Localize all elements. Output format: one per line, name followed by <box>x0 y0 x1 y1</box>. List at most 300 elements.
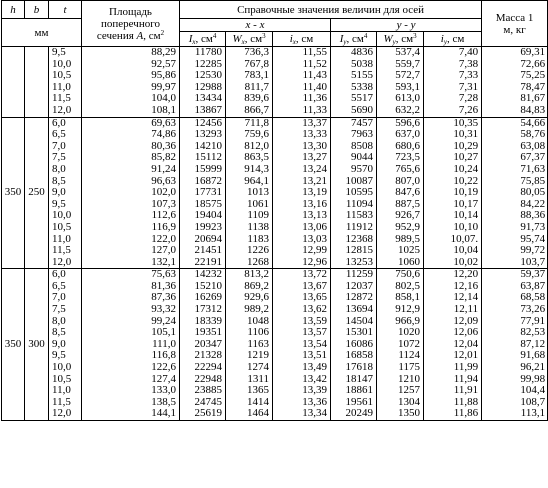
cell-area: 104,0 <box>82 93 180 105</box>
cell-iy: 16858 <box>331 350 377 362</box>
cell-rx: 12,96 <box>273 257 331 269</box>
cell-ix: 14232 <box>180 269 226 281</box>
cell-h: 350 <box>2 269 25 421</box>
cell-ry: 10,04 <box>424 245 482 257</box>
cell-wy: 1020 <box>377 327 424 339</box>
cell-iy: 10087 <box>331 176 377 188</box>
table-row <box>2 164 548 176</box>
cell-mass: 81,67 <box>482 93 548 105</box>
cell-ry: 10,31 <box>424 129 482 141</box>
cell-thickness: 9,5 <box>49 350 82 362</box>
cell-mass: 75,85 <box>482 176 548 188</box>
table-row <box>2 408 548 420</box>
profile-table <box>1 0 548 421</box>
cell-iy: 20249 <box>331 408 377 420</box>
cell-wy: 858,1 <box>377 292 424 304</box>
cell-ix: 20347 <box>180 339 226 351</box>
cell-rx: 13,37 <box>273 117 331 129</box>
header-h: h <box>2 1 25 19</box>
cell-ry: 12,04 <box>424 339 482 351</box>
header-iy-inertia: $I_y$, $см^4$ <box>331 32 377 47</box>
header-units-mm: мм <box>2 19 82 47</box>
cell-ry: 10,29 <box>424 141 482 153</box>
cell-thickness: 11,5 <box>49 245 82 257</box>
table-row <box>2 245 548 257</box>
cell-mass: 108,7 <box>482 397 548 409</box>
cell-area: 74,86 <box>82 129 180 141</box>
cell-ix: 12530 <box>180 70 226 82</box>
cell-area: 108,1 <box>82 105 180 117</box>
cell-b: 250 <box>25 117 49 269</box>
cell-wy: 1210 <box>377 374 424 386</box>
cell-ry: 10,19 <box>424 187 482 199</box>
cell-wx: 1226 <box>226 245 273 257</box>
cell-wx: 929,6 <box>226 292 273 304</box>
cell-wx: 812,0 <box>226 141 273 153</box>
cell-wx: 1464 <box>226 408 273 420</box>
header-t: t <box>49 1 82 19</box>
cell-thickness: 7,0 <box>49 292 82 304</box>
cell-thickness: 6,5 <box>49 281 82 293</box>
cell-thickness: 7,5 <box>49 152 82 164</box>
cell-rx: 13,36 <box>273 397 331 409</box>
cell-wx: 839,6 <box>226 93 273 105</box>
cell-area: 91,24 <box>82 164 180 176</box>
cell-thickness: 7,0 <box>49 141 82 153</box>
cell-iy: 19561 <box>331 397 377 409</box>
cell-ry: 7,33 <box>424 70 482 82</box>
cell-wy: 637,0 <box>377 129 424 141</box>
table-row <box>2 257 548 269</box>
cell-rx: 13,24 <box>273 164 331 176</box>
cell-area: 127,4 <box>82 374 180 386</box>
cell-mass: 80,05 <box>482 187 548 199</box>
cell-thickness: 11,0 <box>49 234 82 246</box>
cell-mass: 59,37 <box>482 269 548 281</box>
cell-ry: 10,27 <box>424 152 482 164</box>
cell-thickness: 12,0 <box>49 105 82 117</box>
cell-wy: 572,7 <box>377 70 424 82</box>
cell-b: 300 <box>25 269 49 421</box>
cell-wx: 1109 <box>226 210 273 222</box>
cell-iy: 15301 <box>331 327 377 339</box>
header-area: Площадь поперечного сечения A, $см^2$ <box>82 1 180 47</box>
cell-ix: 18339 <box>180 316 226 328</box>
cell-mass: 113,1 <box>482 408 548 420</box>
cell-ry: 7,26 <box>424 105 482 117</box>
cell-ix: 13293 <box>180 129 226 141</box>
cell-ix: 18575 <box>180 199 226 211</box>
cell-area: 144,1 <box>82 408 180 420</box>
cell-thickness: 10,0 <box>49 362 82 374</box>
cell-thickness: 9,5 <box>49 47 82 59</box>
cell-rx: 13,72 <box>273 269 331 281</box>
cell-area: 122,6 <box>82 362 180 374</box>
header-ix-modulus: $W_x$, $см^3$ <box>226 32 273 47</box>
cell-iy: 11912 <box>331 222 377 234</box>
cell-thickness: 10,0 <box>49 59 82 71</box>
header-iy-modulus: $W_y$, $см^3$ <box>377 32 424 47</box>
cell-ry: 11,86 <box>424 408 482 420</box>
cell-thickness: 10,5 <box>49 222 82 234</box>
cell-ix: 17731 <box>180 187 226 199</box>
cell-ry: 10,24 <box>424 164 482 176</box>
cell-thickness: 9,5 <box>49 199 82 211</box>
cell-area: 111,0 <box>82 339 180 351</box>
cell-rx: 13,62 <box>273 304 331 316</box>
cell-mass: 99,98 <box>482 374 548 386</box>
cell-rx: 13,57 <box>273 327 331 339</box>
cell-rx: 13,51 <box>273 350 331 362</box>
cell-iy: 13253 <box>331 257 377 269</box>
cell-h: 350 <box>2 117 25 269</box>
cell-ry: 11,88 <box>424 397 482 409</box>
cell-area: 102,0 <box>82 187 180 199</box>
cell-rx: 13,21 <box>273 176 331 188</box>
cell-rx: 13,27 <box>273 152 331 164</box>
cell-wy: 1175 <box>377 362 424 374</box>
cell-mass: 72,66 <box>482 59 548 71</box>
cell-wx: 783,1 <box>226 70 273 82</box>
cell-area: 81,36 <box>82 281 180 293</box>
cell-thickness: 10,0 <box>49 210 82 222</box>
cell-iy: 18147 <box>331 374 377 386</box>
cell-iy: 4836 <box>331 47 377 59</box>
cell-thickness: 8,5 <box>49 176 82 188</box>
cell-ry: 7,40 <box>424 47 482 59</box>
cell-iy: 11094 <box>331 199 377 211</box>
cell-ix: 25619 <box>180 408 226 420</box>
cell-wx: 1365 <box>226 385 273 397</box>
cell-area: 127,0 <box>82 245 180 257</box>
table-row <box>2 304 548 316</box>
cell-rx: 13,34 <box>273 408 331 420</box>
cell-mass: 91,68 <box>482 350 548 362</box>
cell-ry: 7,28 <box>424 93 482 105</box>
cell-ry: 12,01 <box>424 350 482 362</box>
cell-wx: 866,7 <box>226 105 273 117</box>
cell-wx: 869,2 <box>226 281 273 293</box>
cell-area: 96,63 <box>82 176 180 188</box>
cell-iy: 7963 <box>331 129 377 141</box>
cell-iy: 17618 <box>331 362 377 374</box>
cell-ix: 20694 <box>180 234 226 246</box>
cell-thickness: 8,5 <box>49 327 82 339</box>
cell-wx: 1061 <box>226 199 273 211</box>
cell-mass: 82,53 <box>482 327 548 339</box>
cell-ry: 7,31 <box>424 82 482 94</box>
cell-wx: 1183 <box>226 234 273 246</box>
cell-wx: 1048 <box>226 316 273 328</box>
header-mass: Масса 1 м, кг <box>482 1 548 47</box>
cell-ix: 15999 <box>180 164 226 176</box>
header-iy-radius: $i_y$, см <box>424 32 482 47</box>
cell-thickness: 8,0 <box>49 164 82 176</box>
cell-wy: 1124 <box>377 350 424 362</box>
cell-mass: 91,73 <box>482 222 548 234</box>
cell-area: 99,97 <box>82 82 180 94</box>
cell-mass: 68,58 <box>482 292 548 304</box>
cell-wy: 1025 <box>377 245 424 257</box>
cell-rx: 13,13 <box>273 210 331 222</box>
cell-thickness: 9,0 <box>49 339 82 351</box>
cell-area: 138,5 <box>82 397 180 409</box>
cell-thickness: 11,0 <box>49 385 82 397</box>
cell-mass: 63,87 <box>482 281 548 293</box>
cell-wx: 736,3 <box>226 47 273 59</box>
cell-iy: 11259 <box>331 269 377 281</box>
cell-iy: 7457 <box>331 117 377 129</box>
cell-wy: 952,9 <box>377 222 424 234</box>
cell-mass: 54,66 <box>482 117 548 129</box>
cell-b <box>25 47 49 118</box>
cell-rx: 13,30 <box>273 141 331 153</box>
cell-mass: 104,4 <box>482 385 548 397</box>
cell-iy: 5038 <box>331 59 377 71</box>
cell-thickness: 7,5 <box>49 304 82 316</box>
cell-ix: 14210 <box>180 141 226 153</box>
table-row <box>2 47 548 59</box>
cell-wy: 847,6 <box>377 187 424 199</box>
cell-area: 85,82 <box>82 152 180 164</box>
cell-ix: 19351 <box>180 327 226 339</box>
cell-wy: 723,5 <box>377 152 424 164</box>
cell-ry: 12,16 <box>424 281 482 293</box>
table-row <box>2 222 548 234</box>
cell-iy: 10595 <box>331 187 377 199</box>
cell-rx: 11,33 <box>273 105 331 117</box>
cell-area: 122,0 <box>82 234 180 246</box>
cell-ry: 11,94 <box>424 374 482 386</box>
cell-ix: 22294 <box>180 362 226 374</box>
cell-area: 116,8 <box>82 350 180 362</box>
cell-wx: 1274 <box>226 362 273 374</box>
cell-wx: 813,2 <box>226 269 273 281</box>
cell-ix: 16872 <box>180 176 226 188</box>
header-ix-radius: $i_x$, см <box>273 32 331 47</box>
cell-area: 95,86 <box>82 70 180 82</box>
cell-wx: 1106 <box>226 327 273 339</box>
header-reference-values: Справочные значения величин для осей <box>180 1 482 19</box>
cell-wy: 887,5 <box>377 199 424 211</box>
cell-wy: 613,0 <box>377 93 424 105</box>
cell-wy: 537,4 <box>377 47 424 59</box>
cell-rx: 13,03 <box>273 234 331 246</box>
cell-rx: 12,99 <box>273 245 331 257</box>
cell-area: 87,36 <box>82 292 180 304</box>
cell-ix: 17312 <box>180 304 226 316</box>
cell-wy: 802,5 <box>377 281 424 293</box>
cell-ix: 15112 <box>180 152 226 164</box>
cell-mass: 87,12 <box>482 339 548 351</box>
cell-area: 88,29 <box>82 47 180 59</box>
cell-mass: 75,25 <box>482 70 548 82</box>
cell-thickness: 12,0 <box>49 408 82 420</box>
cell-ix: 12285 <box>180 59 226 71</box>
cell-mass: 95,74 <box>482 234 548 246</box>
cell-wx: 964,1 <box>226 176 273 188</box>
cell-wx: 767,8 <box>226 59 273 71</box>
cell-ix: 19404 <box>180 210 226 222</box>
cell-iy: 12368 <box>331 234 377 246</box>
cell-ry: 11,99 <box>424 362 482 374</box>
cell-iy: 12872 <box>331 292 377 304</box>
cell-wx: 1311 <box>226 374 273 386</box>
cell-mass: 58,76 <box>482 129 548 141</box>
cell-mass: 73,26 <box>482 304 548 316</box>
cell-wy: 966,9 <box>377 316 424 328</box>
cell-ry: 10,10 <box>424 222 482 234</box>
cell-wy: 680,6 <box>377 141 424 153</box>
cell-area: 132,1 <box>82 257 180 269</box>
cell-iy: 5338 <box>331 82 377 94</box>
cell-wx: 1138 <box>226 222 273 234</box>
cell-rx: 13,19 <box>273 187 331 199</box>
cell-rx: 11,52 <box>273 59 331 71</box>
cell-area: 133,0 <box>82 385 180 397</box>
cell-mass: 84,83 <box>482 105 548 117</box>
cell-thickness: 12,0 <box>49 257 82 269</box>
cell-area: 80,36 <box>82 141 180 153</box>
cell-wy: 559,7 <box>377 59 424 71</box>
cell-thickness: 11,5 <box>49 93 82 105</box>
cell-ix: 22948 <box>180 374 226 386</box>
cell-area: 107,3 <box>82 199 180 211</box>
cell-rx: 13,67 <box>273 281 331 293</box>
cell-area: 112,6 <box>82 210 180 222</box>
cell-wy: 750,6 <box>377 269 424 281</box>
cell-ry: 12,11 <box>424 304 482 316</box>
cell-ry: 10,22 <box>424 176 482 188</box>
cell-rx: 13,65 <box>273 292 331 304</box>
cell-h <box>2 47 25 118</box>
cell-ix: 21451 <box>180 245 226 257</box>
header-b: b <box>25 1 49 19</box>
cell-thickness: 10,5 <box>49 374 82 386</box>
cell-ix: 15210 <box>180 281 226 293</box>
cell-wy: 1257 <box>377 385 424 397</box>
cell-area: 75,63 <box>82 269 180 281</box>
cell-ix: 13434 <box>180 93 226 105</box>
table-row <box>2 362 548 374</box>
cell-area: 69,63 <box>82 117 180 129</box>
cell-ry: 10,35 <box>424 117 482 129</box>
cell-rx: 11,36 <box>273 93 331 105</box>
cell-wx: 863,5 <box>226 152 273 164</box>
cell-iy: 13694 <box>331 304 377 316</box>
cell-wy: 596,6 <box>377 117 424 129</box>
cell-mass: 84,22 <box>482 199 548 211</box>
cell-thickness: 9,0 <box>49 187 82 199</box>
cell-thickness: 11,0 <box>49 82 82 94</box>
cell-ix: 22191 <box>180 257 226 269</box>
cell-iy: 5690 <box>331 105 377 117</box>
cell-ry: 12,14 <box>424 292 482 304</box>
header-ix-inertia: $I_x$, $см^4$ <box>180 32 226 47</box>
cell-iy: 12037 <box>331 281 377 293</box>
cell-rx: 13,16 <box>273 199 331 211</box>
cell-wy: 1350 <box>377 408 424 420</box>
table-row <box>2 129 548 141</box>
cell-mass: 78,47 <box>482 82 548 94</box>
cell-iy: 14504 <box>331 316 377 328</box>
cell-rx: 11,40 <box>273 82 331 94</box>
cell-ry: 10,17 <box>424 199 482 211</box>
cell-ry: 10,02 <box>424 257 482 269</box>
cell-mass: 67,37 <box>482 152 548 164</box>
cell-ry: 11,91 <box>424 385 482 397</box>
cell-iy: 9570 <box>331 164 377 176</box>
cell-ix: 13867 <box>180 105 226 117</box>
cell-mass: 77,91 <box>482 316 548 328</box>
cell-wx: 1163 <box>226 339 273 351</box>
cell-wx: 989,2 <box>226 304 273 316</box>
cell-mass: 71,63 <box>482 164 548 176</box>
cell-wy: 1060 <box>377 257 424 269</box>
cell-wy: 926,7 <box>377 210 424 222</box>
cell-area: 92,57 <box>82 59 180 71</box>
cell-wy: 807,0 <box>377 176 424 188</box>
cell-ix: 23885 <box>180 385 226 397</box>
cell-wy: 1304 <box>377 397 424 409</box>
cell-wx: 1268 <box>226 257 273 269</box>
cell-mass: 63,08 <box>482 141 548 153</box>
cell-mass: 88,36 <box>482 210 548 222</box>
cell-mass: 69,31 <box>482 47 548 59</box>
cell-mass: 96,21 <box>482 362 548 374</box>
cell-iy: 9044 <box>331 152 377 164</box>
cell-wx: 914,3 <box>226 164 273 176</box>
cell-ix: 12456 <box>180 117 226 129</box>
cell-wy: 989,5 <box>377 234 424 246</box>
header-axis-yy: y - y <box>331 19 482 32</box>
cell-ix: 24745 <box>180 397 226 409</box>
cell-thickness: 6,5 <box>49 129 82 141</box>
cell-ry: 12,20 <box>424 269 482 281</box>
cell-thickness: 10,5 <box>49 70 82 82</box>
cell-ry: 10,07. <box>424 234 482 246</box>
cell-iy: 11583 <box>331 210 377 222</box>
cell-wy: 765,6 <box>377 164 424 176</box>
cell-thickness: 8,0 <box>49 316 82 328</box>
cell-ix: 19923 <box>180 222 226 234</box>
cell-area: 93,32 <box>82 304 180 316</box>
cell-wx: 811,7 <box>226 82 273 94</box>
cell-wx: 1414 <box>226 397 273 409</box>
cell-rx: 13,49 <box>273 362 331 374</box>
cell-rx: 13,42 <box>273 374 331 386</box>
cell-rx: 13,06 <box>273 222 331 234</box>
cell-area: 105,1 <box>82 327 180 339</box>
cell-rx: 13,54 <box>273 339 331 351</box>
cell-ix: 16269 <box>180 292 226 304</box>
table-row <box>2 105 548 117</box>
cell-wy: 912,9 <box>377 304 424 316</box>
cell-wx: 711,8 <box>226 117 273 129</box>
cell-ry: 7,38 <box>424 59 482 71</box>
cell-wx: 759,6 <box>226 129 273 141</box>
cell-ix: 11780 <box>180 47 226 59</box>
cell-ix: 21328 <box>180 350 226 362</box>
cell-wy: 593,1 <box>377 82 424 94</box>
cell-iy: 8508 <box>331 141 377 153</box>
cell-rx: 11,55 <box>273 47 331 59</box>
cell-wy: 1072 <box>377 339 424 351</box>
cell-thickness: 6,0 <box>49 269 82 281</box>
cell-area: 116,9 <box>82 222 180 234</box>
cell-rx: 11,43 <box>273 70 331 82</box>
cell-wx: 1219 <box>226 350 273 362</box>
